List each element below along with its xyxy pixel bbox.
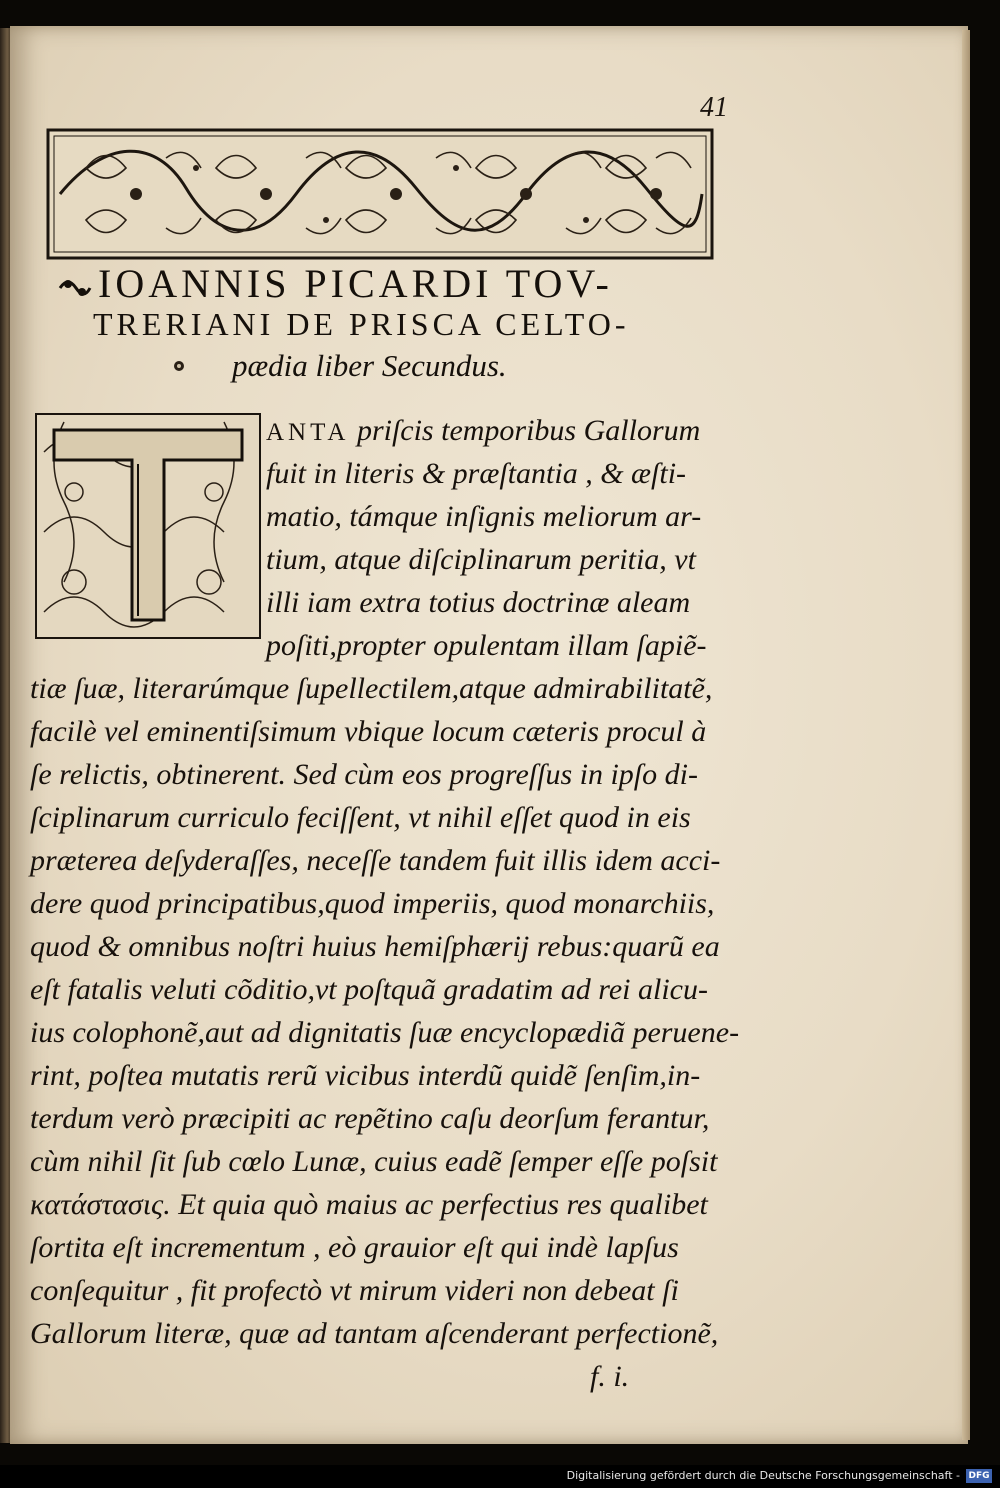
body-line: illi iam extra totius doctrinæ aleam: [266, 586, 691, 619]
body-line: terdum verò præcipiti ac repẽtino caſu deorſum ferantur,: [30, 1102, 710, 1135]
page-right-edge: [962, 30, 970, 1440]
body-line: tiæ ſuæ, literarúmque ſupellectilem,atque admirabilitatẽ,: [30, 672, 713, 705]
body-line: facilè vel eminentiſsimum vbique locum cæteris procul à: [30, 715, 707, 748]
title-line-2: TRERIANI DE PRISCA CELTO-: [93, 306, 630, 342]
opening-rest: priſcis temporibus Gallorum: [356, 414, 701, 447]
opening-caps: ANTA: [266, 419, 350, 446]
body-line: κατάστασις. Et quia quò maius ac perfectius res qualibet: [30, 1188, 708, 1221]
body-line: ius colophonẽ,aut ad dignitatis ſuæ encyclopædiã peruene-: [30, 1016, 740, 1049]
body-line-opening: [266, 416, 700, 446]
body-line: fuit in literis & præſtantia , & æſti-: [266, 457, 687, 490]
body-line: eſt fatalis veluti cõditio,vt poſtquã gradatim ad rei alicu-: [30, 973, 708, 1006]
title-line-3: pædia liber Secundus.: [232, 348, 507, 383]
footer-bar: [0, 1465, 1000, 1488]
decorated-initial-t: [34, 412, 262, 640]
funding-note: Digitalisierung gefördert durch die Deutsche Forschungsgemeinschaft -: [566, 1469, 960, 1482]
body-line: conſequitur , fit profectò vt mirum videri non debeat ſi: [30, 1274, 679, 1307]
body-line: præterea deſyderaſſes, neceſſe tandem fuit illis idem acci-: [30, 844, 721, 877]
ornamental-headpiece: [46, 128, 714, 260]
title-line-1-text: IOANNIS PICARDI TOV-: [98, 261, 613, 306]
fleuron-icon: [58, 274, 92, 302]
body-line: Gallorum literæ, quæ ad tantam aſcenderant perfectionẽ,: [30, 1317, 719, 1350]
title-line-1: [58, 260, 613, 307]
body-line: ſe relictis, obtinerent. Sed cùm eos progreſſus in ipſo di-: [30, 758, 698, 791]
body-line: rint, poſtea mutatis rerũ vicibus interdũ quidẽ ſenſim,in-: [30, 1059, 701, 1092]
body-line: quod & omnibus noſtri huius hemiſphærij rebus:quarũ ea: [30, 930, 720, 963]
small-fleuron-icon: [170, 358, 188, 374]
body-line: ſortita eſt incrementum , eò grauior eſt qui indè lapſus: [30, 1231, 679, 1264]
body-line: matio, támque inſignis meliorum ar-: [266, 500, 702, 533]
body-line: cùm nihil ſit ſub cœlo Lunæ, cuius eadẽ ſemper eſſe poſsit: [30, 1145, 718, 1178]
page-number: 41: [700, 92, 728, 123]
body-line: dere quod principatibus,quod imperiis, quod monarchiis,: [30, 887, 715, 920]
body-line: poſiti,propter opulentam illam ſapiẽ-: [266, 629, 707, 662]
body-line: tium, atque diſciplinarum peritia, vt: [266, 543, 696, 576]
signature-mark: f. i.: [590, 1360, 630, 1393]
body-line: ſciplinarum curriculo feciſſent, vt nihil eſſet quod in eis: [30, 801, 691, 834]
dfg-logo-icon: DFG: [966, 1469, 992, 1483]
